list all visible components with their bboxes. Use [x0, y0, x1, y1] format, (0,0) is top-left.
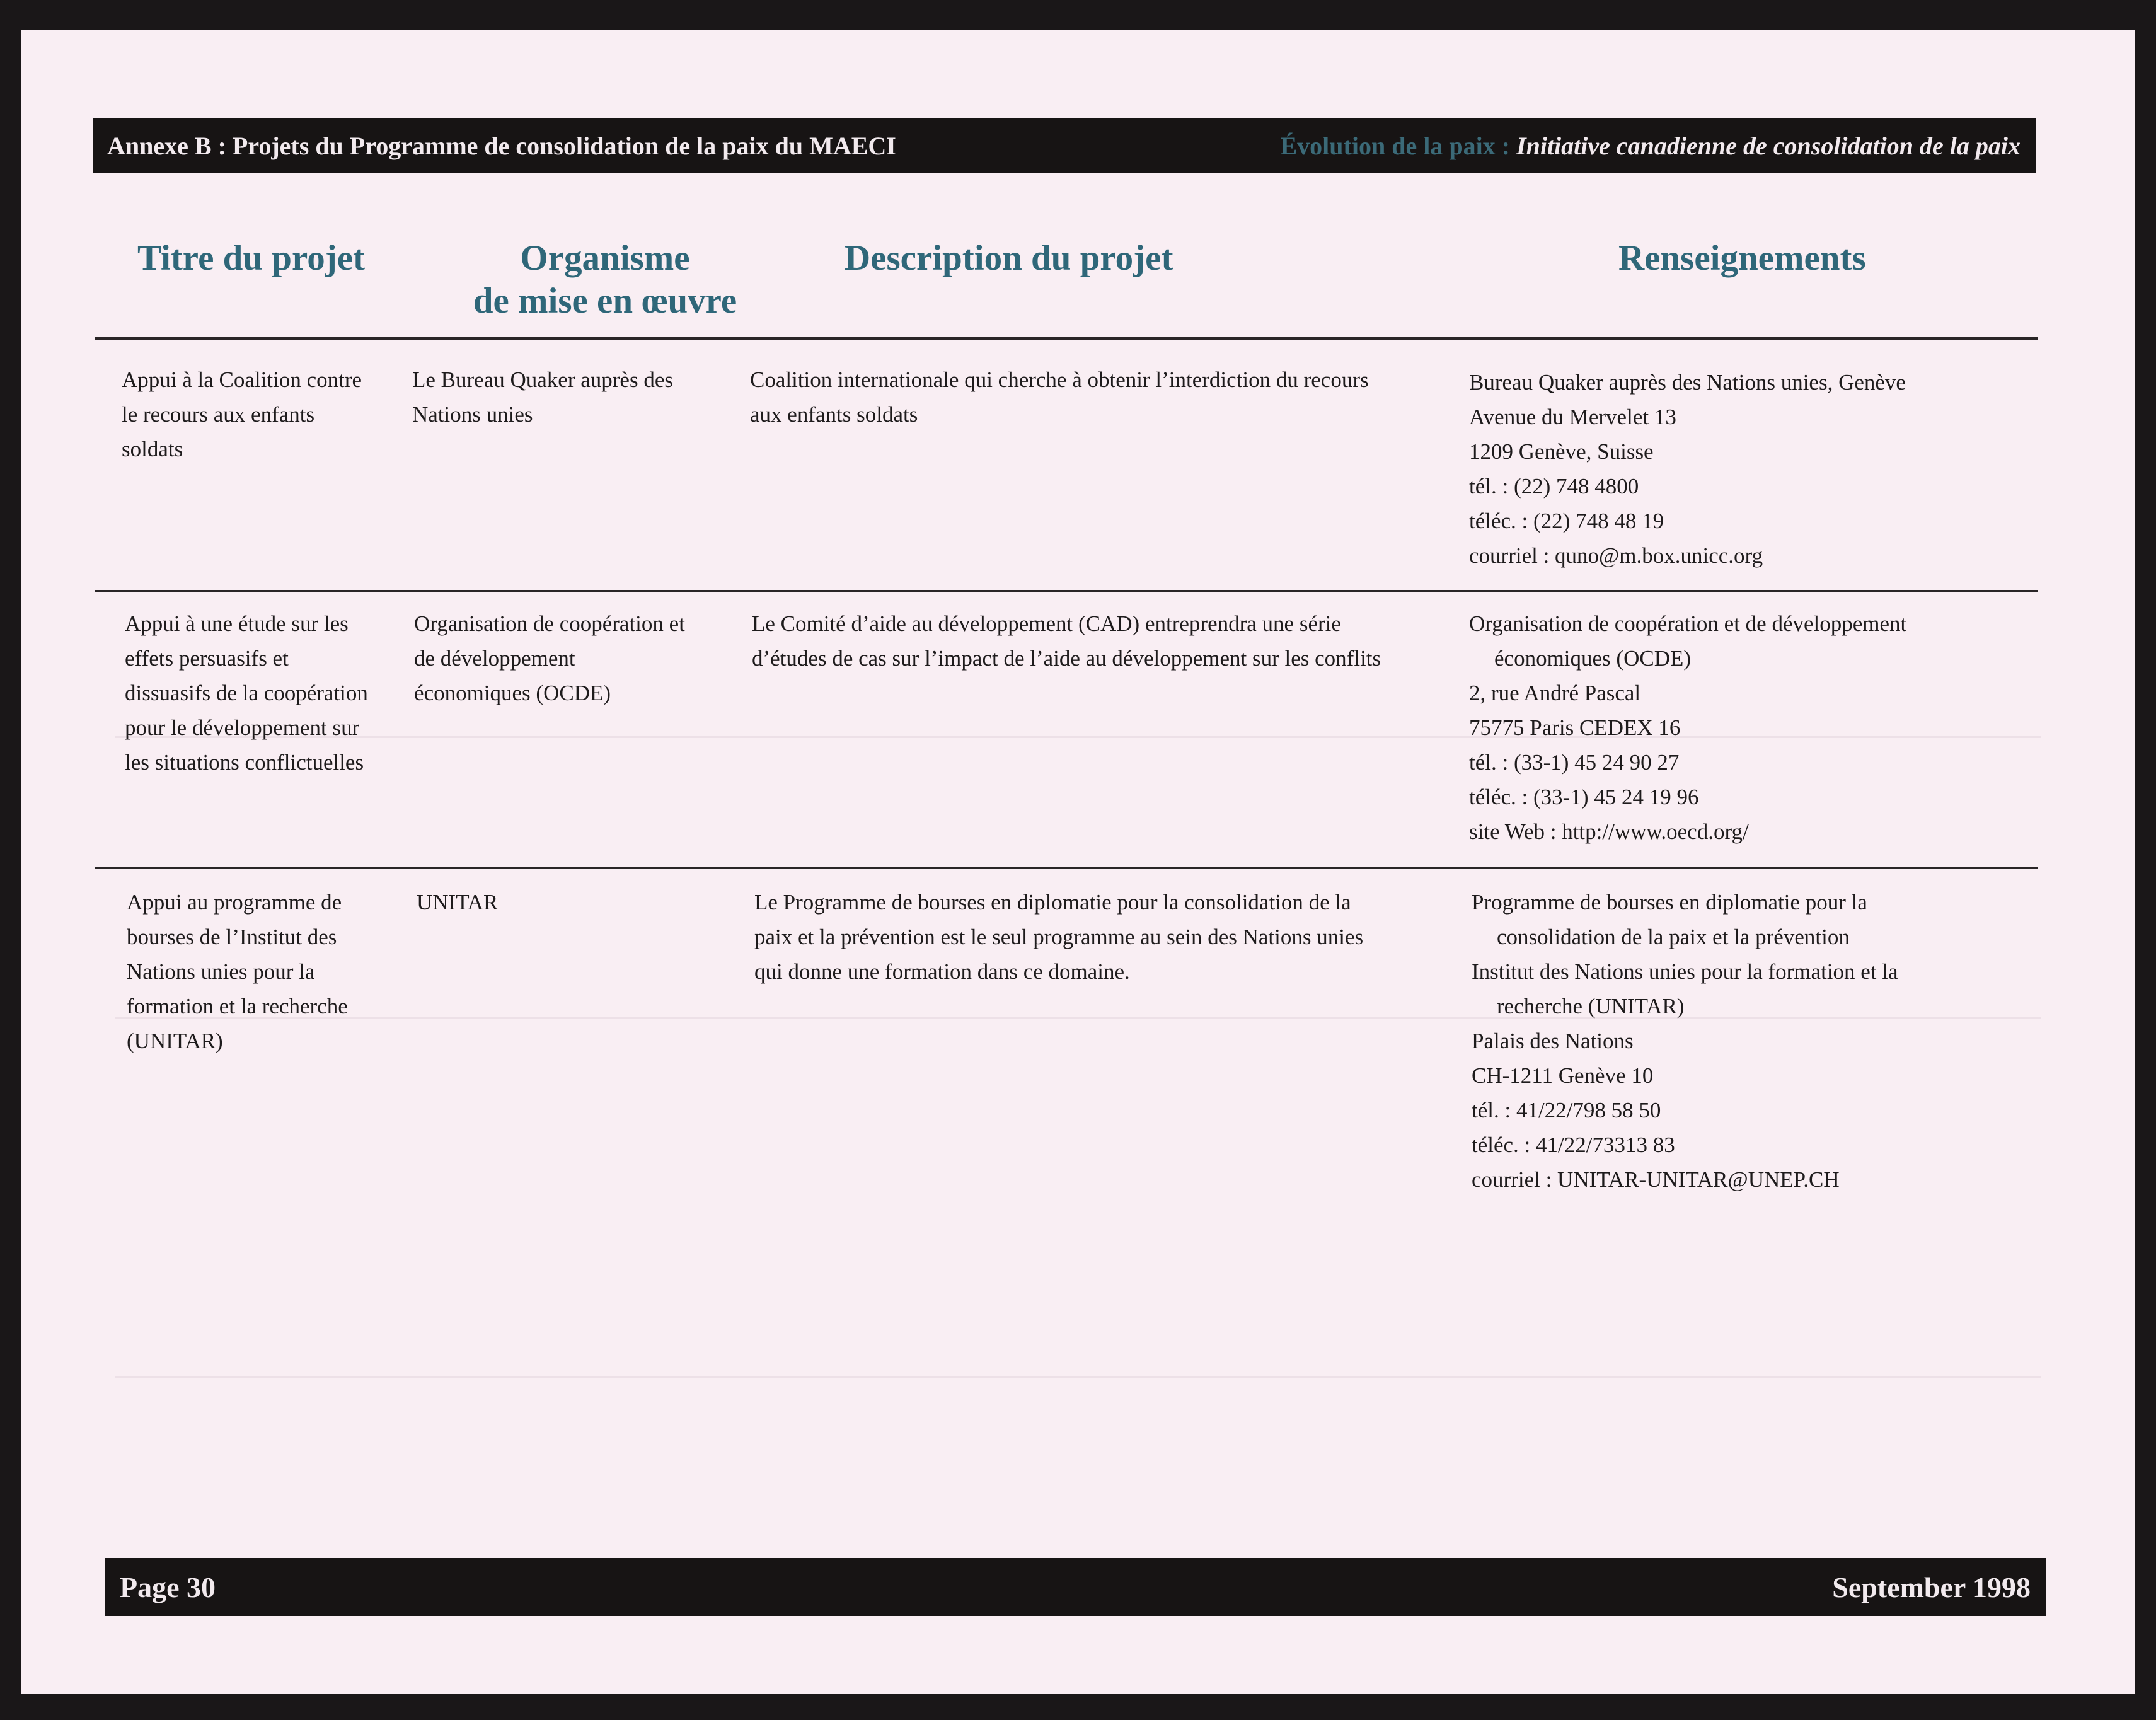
text-line: Programme de bourses en diplomatie pour la: [1472, 890, 1867, 915]
text-line: qui donne une formation dans ce domaine.: [754, 959, 1130, 984]
row3-description: [754, 885, 1363, 989]
text-line: téléc. : (22) 748 48 19: [1469, 509, 1664, 533]
text-line: Organisation de coopération et de développement: [1469, 611, 1907, 636]
text-line: formation et la recherche: [127, 994, 348, 1019]
text-line: Appui au programme de: [127, 890, 342, 915]
text-line: Le Programme de bourses en diplomatie pour la consolidation de la: [754, 890, 1351, 915]
header-series-subtitle: Initiative canadienne de consolidation de la paix: [1516, 131, 2021, 160]
document-page: [21, 30, 2135, 1694]
text-line: bourses de l’Institut des: [127, 925, 337, 949]
column-header-title: Titre du projet: [137, 238, 366, 278]
row3-contact-info: [1472, 885, 1898, 1197]
text-line: paix et la prévention est le seul programme au sein des Nations unies: [754, 925, 1364, 949]
text-line: Coalition internationale qui cherche à obtenir l’interdiction du recours: [750, 367, 1369, 392]
publication-date: September 1998: [1832, 1571, 2031, 1603]
text-line: pour le développement sur: [125, 715, 360, 740]
text-line: Le Bureau Quaker auprès des: [412, 367, 673, 392]
column-header-info: Renseignements: [1618, 238, 1866, 278]
text-line: 1209 Genève, Suisse: [1469, 439, 1654, 464]
website-text: site Web : http://www.oecd.org/: [1469, 819, 1749, 844]
row3-project-title: [127, 885, 348, 1058]
text-line: Appui à la Coalition contre: [122, 367, 362, 392]
column-header-organization-line2: de mise en œuvre: [473, 281, 737, 321]
text-line: CH-1211 Genève 10: [1472, 1063, 1654, 1088]
text-line: de développement: [414, 646, 575, 671]
text-line: recherche (UNITAR): [1497, 994, 1685, 1019]
row2-project-title: [125, 606, 368, 780]
row1-contact-info: [1469, 365, 1906, 573]
text-line: tél. : 41/22/798 58 50: [1472, 1098, 1661, 1123]
row1-project-title: [122, 362, 362, 466]
text-line: Le Comité d’aide au développement (CAD) entreprendra une série: [752, 611, 1341, 636]
page-header-bar: [93, 118, 2036, 173]
text-line: Nations unies pour la: [127, 959, 315, 984]
page-footer-bar: [105, 1558, 2046, 1616]
row1-description: [750, 362, 1369, 432]
email-text: courriel : quno@m.box.unicc.org: [1469, 543, 1763, 568]
text-line: téléc. : (33-1) 45 24 19 96: [1469, 785, 1699, 809]
text-line: soldats: [122, 437, 183, 461]
text-line: Institut des Nations unies pour la formation et la: [1472, 959, 1898, 984]
table-divider: [95, 337, 2038, 340]
row2-organization: [414, 606, 685, 710]
text-line: Avenue du Mervelet 13: [1469, 405, 1676, 429]
text-line: d’études de cas sur l’impact de l’aide au développement sur les conflits: [752, 646, 1381, 671]
bleed-through-line: [115, 1376, 2041, 1378]
text-line: le recours aux enfants: [122, 402, 315, 427]
row3-organization: [417, 885, 498, 920]
text-line: aux enfants soldats: [750, 402, 918, 427]
column-header-organization: [429, 237, 781, 323]
text-line: 75775 Paris CEDEX 16: [1469, 715, 1681, 740]
text-line: Palais des Nations: [1472, 1029, 1634, 1053]
header-series-label: Évolution de la paix :: [1280, 131, 1510, 160]
text-line: UNITAR: [417, 890, 499, 915]
text-line: les situations conflictuelles: [125, 750, 364, 775]
header-publication-title: [1280, 131, 2021, 161]
text-line: Appui à une étude sur les: [125, 611, 349, 636]
table-divider: [95, 867, 2038, 869]
text-line: 2, rue André Pascal: [1469, 681, 1641, 705]
text-line: tél. : (33-1) 45 24 90 27: [1469, 750, 1680, 775]
text-line: effets persuasifs et: [125, 646, 289, 671]
page-number: Page 30: [120, 1571, 216, 1603]
table-divider: [95, 590, 2038, 592]
row2-contact-info: [1469, 606, 1906, 849]
text-line: dissuasifs de la coopération: [125, 681, 368, 705]
text-line: (UNITAR): [127, 1029, 223, 1053]
text-line: Organisation de coopération et: [414, 611, 685, 636]
text-line: téléc. : 41/22/73313 83: [1472, 1133, 1675, 1157]
row1-organization: [412, 362, 673, 432]
column-header-organization-line1: Organisme: [520, 238, 690, 278]
header-annex-title: Annexe B : Projets du Programme de consolidation de la paix du MAECI: [107, 131, 896, 160]
text-line: Nations unies: [412, 402, 533, 427]
column-header-description: Description du projet: [845, 238, 1173, 278]
text-line: économiques (OCDE): [1494, 646, 1692, 671]
text-line: consolidation de la paix et la prévention: [1497, 925, 1850, 949]
row2-description: [752, 606, 1381, 676]
text-line: Bureau Quaker auprès des Nations unies, Genève: [1469, 370, 1906, 395]
email-text: courriel : UNITAR-UNITAR@UNEP.CH: [1472, 1167, 1840, 1192]
text-line: tél. : (22) 748 4800: [1469, 474, 1639, 499]
text-line: économiques (OCDE): [414, 681, 611, 705]
